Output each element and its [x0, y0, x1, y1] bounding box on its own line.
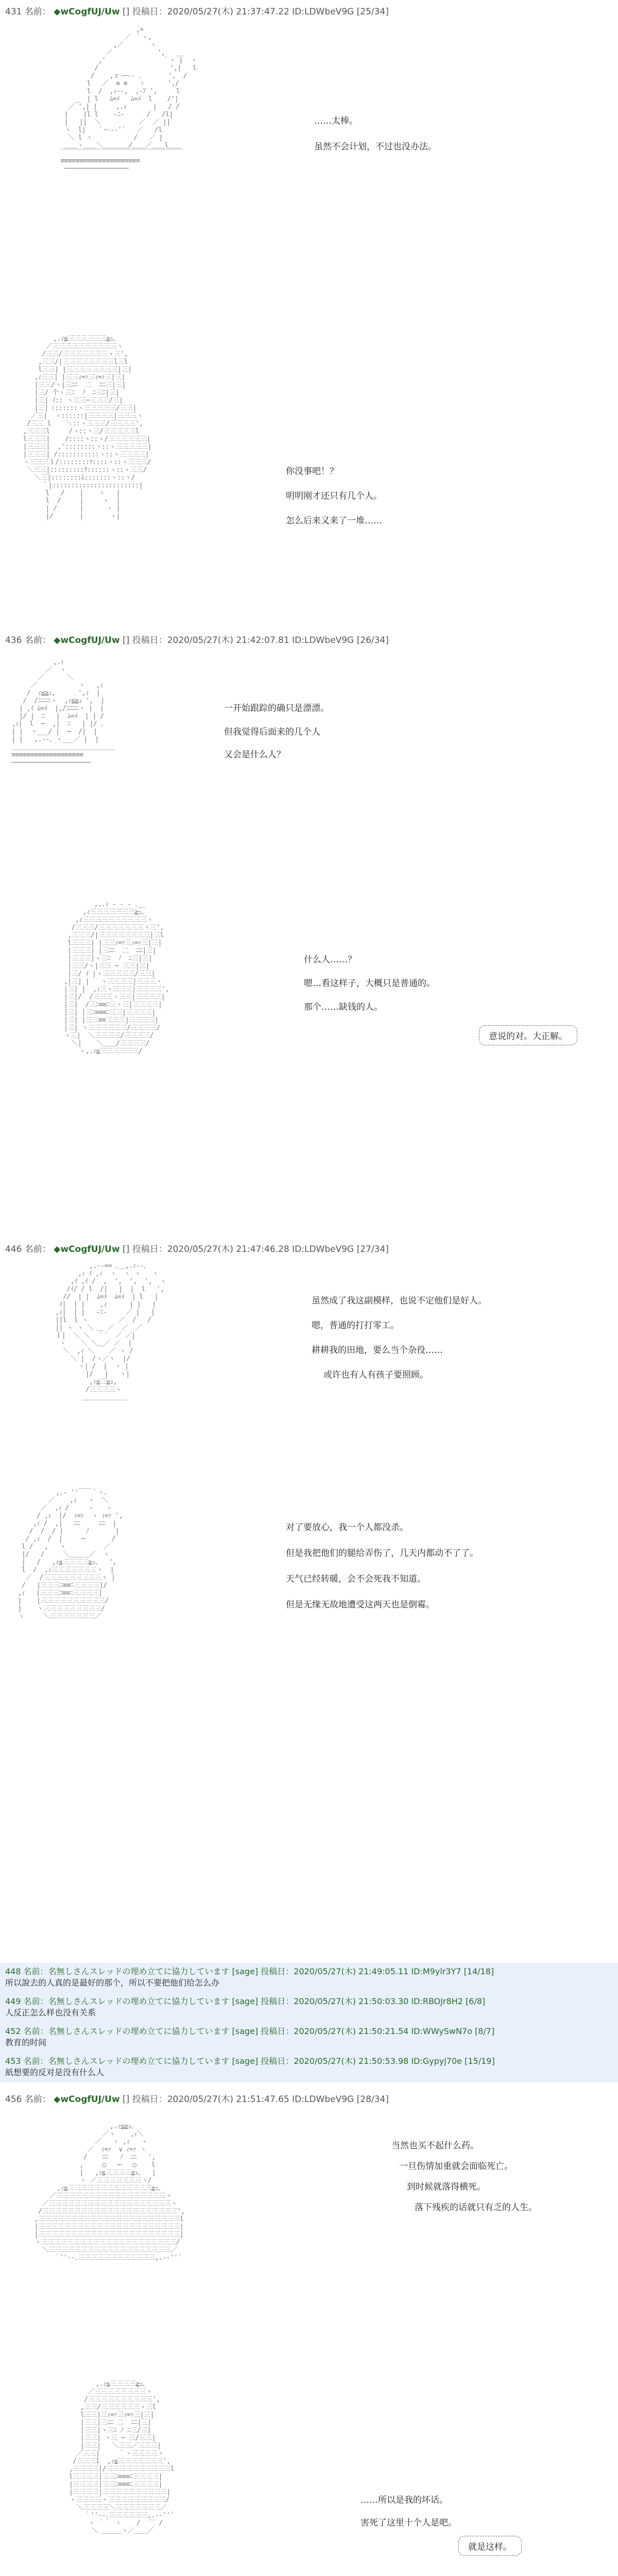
- ascii-art-hooded: ,> ／ ｀ヽ, ,／ ヽ ／ ', __ ,' ｀ヽ | ヽ / ',| l / ,ｒ‐─‐- ､ ', / l ／ ≡ ≡ ヽ ',/ l / ,ｨ‐-, ,‐ｱ ', l _ | l ﾑ=ﾒ ﾑ=ﾒ l /'| ／ ',| | ,.ｨ | / / | |l l ‐ﾆ‐ / /l| | || ＼ ／ ／ || ヽ l| ｀ｰ--‐'´ ／ /l ＼ l ヽ / ／ | ＿＿ヽ＿＿＼＿＿＿＿/＿＿／＿＿l＿＿ ￣￣￣￣￣￣￣￣￣￣￣￣￣￣￣￣￣￣￣ ≡≡≡≡≡≡≡≡≡≡≡≡≡≡≡≡≡≡≡≡≡ ─────────────────: [60, 26, 197, 173]
- name-label: 名前：: [24, 2094, 51, 2105]
- dialogue-line: 明明刚才还只有几个人。: [286, 491, 382, 501]
- reply-header[interactable]: 449 名前：名無しさんスレッドの埋め立てに協力しています [sage] 投稿日：2020/05/27(木) 21:50:03.30 ID:RBOJr8H2 [6/8]: [5, 1996, 486, 2006]
- poster-name: ◆wCogfUJ/Uw: [54, 1244, 120, 1255]
- post-number[interactable]: 431: [5, 7, 22, 17]
- dialogue-line: 虽然不会计划，不过也没办法。: [314, 142, 437, 152]
- post-meta: [] 投稿日：2020/05/27(木) 21:51:47.65 ID:LDWbeV9G [28/34]: [123, 2094, 389, 2105]
- ascii-art-hooded-group: ,.ｨ≦≧ｭ、 ／ヽ ,ｨ＼ ／ ヽ ,ｨ ヽ ／ ｨ=ｧ ∨ ｨ=ｧ ヽ / ﾆﾆ ﾉ ﾆﾆ ', , ○ ─ ○ l | ,ｨ≦三三三三≧ｭ、 | ヽ ／三三三三三三三ヽ/ ,ｨ≦三三三三三三三三三三三三三≧ｭ、 ／三三三三三三三三三三三三三三三三三ヽ ／三三三三三三三三三三三三三三三三三三三ヽ /三三三三三三三三三三三三三三三三三三三三三', ,三三三三三三三三三三三三三三三三三三三三三三l |三三三三三三三三三三三三三三三三三三三三三三| |三三三三三三三三三三三三三三三三三三三三三三| ヽ三三三三三三三三三三三三三三三三三三三三三/ ＼三三三三三三三三三三三三三三三三三三三／ ｀''‐-､三三三三三三三三三三三三,.-‐''´: [34, 2123, 185, 2262]
- reply: [5, 2025, 495, 2047]
- reply: [5, 2055, 495, 2077]
- reply: [5, 1995, 486, 2018]
- post-header: [5, 4, 389, 17]
- poster-name: ◆wCogfUJ/Uw: [54, 635, 120, 646]
- ascii-art-group: ,.-‐== ､＿,.ｨ‐-、 ,ｨ ｲ ,ｨ ヽ ヽ ヽ ヽ ,ｲ ,ｲ / , ', ', ', ヽ /ｲ/ / l /| | | l ', // | | ﾑ=ﾒ ﾑ=ﾒ | l | ｲ| | | ,ｨ | | | ,ｨ| | | ‐ﾆ‐ ／ | | ||l l ヽ ／ / / || ヽ ヽ ＼ ＿ ／ ／ ／ ｌ| ＼ ＼ ｀´ ／ ／| ヽ ＼ ＼＿／ ／ | ＼ ,ｨ ＼ ／ ヽ / ＼ | /ヽ／ヽ |/ ヽ| / | ヽ | |/ | ヽ| ,ｨ≦三≧ｭ, /三三三三ヽ ＿＿＿＿＿＿＿: [55, 1262, 166, 1401]
- dialogue-line: 一旦伤情加重就会面临死亡。: [399, 2161, 513, 2172]
- name-label: 名前：: [24, 7, 51, 17]
- name-label: 名前：: [24, 1244, 51, 1255]
- dialogue-line: 什么人……？: [304, 955, 356, 965]
- dialogue-line: ……太棒。: [314, 116, 358, 126]
- ascii-art-character: ,.‐ ''￣￣｀ヽ､ ／ ,ｨ ヽ ＼ ／ ,ｨ / ヽ ヽ / ,ｨ |/ ｨ=ｧ ヽ ｨ=ｧ ', ,ｨ / ,| ﾆﾆ ﾆﾆ | / / / | ﾉ | / ,ｨ / | ─ / l / , ヽ ／ |/ / ＼＿＿＿／ ヽ | / ,ｨ≦三三三三≧ｭ、 ', l / ,ｨ三三三三三三三ヽ | ／ /三三三三三三三三三ヽ | / |三三三ﾆ≡≡ﾆ三三三三|/ ,ｨ |三三三ﾆ≡≡ﾆ三三三三| | |三三三三三三三三三三/ | ヽ三三三三三三三三三/ ヽ ＼三三三三三三三／: [18, 1489, 123, 1620]
- reply-header[interactable]: 453 名前：名無しさんスレッドの埋め立てに協力しています [sage] 投稿日：2020/05/27(木) 21:50:53.98 ID:Gypyj70e [15/19]: [5, 2056, 495, 2066]
- post-header: [5, 633, 389, 646]
- dialogue-line: 但是无缘无故地遭受这两天也是倒霉。: [286, 1600, 435, 1610]
- dialogue-line: 耕耕我的田地，要么当个杂役……: [312, 1345, 443, 1355]
- ascii-art-hooded: ,.ｨ ／ ヽ ／ ＼ ／ ヽ ,ｨ / ｨ≦≧ｭ, ',ｨ | / /ﾆﾆﾆﾆヽ ,ｨ≦≧ｭ ', | | ,ｲ ﾑ=ﾒ |,/ﾆﾆﾆﾆヽ | | |/ | ﾆ | ﾑ=ﾒ | | / ,ｨ| l ─ ,| ﾆ | |/ 、 | | ヽ___/ | ─ /| | | | ,.-‐、ヽ___／ | | ＿＿＿＿＿＿＿＿＿＿＿＿＿＿＿＿ ≡≡≡≡≡≡≡≡≡≡≡≡≡≡≡≡≡≡≡ ─────────────────────: [11, 658, 115, 767]
- ascii-art-character: ,.ｨ≦三三三三三三≧ｭ、 ／三三三三三三三三三三ヽ /三三/三三三三三三三ヽ三', ,三三/|三三三三三三三三l三l l三三| |三三三三三三三三|三| ,ｨ三三| |三三ｨ=ｧ三ｨ=ｧ三|三| |三三/ヽ|三ﾆﾆ 二 ﾆﾆ三|三| |三/ 个ヽ三ﾆ ﾉ ﾆ三ﾆ|三| |三| ｲ:: ヽ三三─三三三/三| |三|〈::::::ヽ三三三三三/三三| ／三| ヽ::::::|三三三三|三三三ヽ /三三 l ＼::ヽ三三三/三三三三', ,三三三l /ヽ::ヽ三/三三三三三l l三三三| /::::ヽ::ヽ/三三三三三三| |三三三| ,'::::::::ヽ::ヽ三三三三三| |三三三| /:::::::::::ヽ::ヽ三三三三| ヽ三三三ｌ/::::::::ﾏ::::ヽ::ヽ三三三/ ＼三三|:::::::::ｸ::::::ヽ::ヽ三三/ ＼三|::::::::ﾑ:::::::ヽ::ヽ/ ｀|:::::::::::::::::::::::| l / | ヽ | l / | ヽ | | / | ヽ | |/ | ヽ|: [23, 335, 152, 520]
- reply-body: 教育的时间: [5, 2038, 47, 2047]
- post-header: [5, 1242, 389, 1255]
- reply-header[interactable]: 448 名前：名無しさんスレッドの埋め立てに協力しています [sage] 投稿日：2020/05/27(木) 21:49:05.11 ID:M9ylr3Y7 [14/18]: [5, 1967, 494, 1976]
- ascii-art-character: ,.ｨ≦三三三三≧ｭ、 ／三三三三三三三三ヽ /三三三三三三三三三三', ,三三/三三三三三三ヽ三l l三三|三ｨ=ｧ三ｨ=ｧ三|三| |三三|三ﾆﾆ 二 ﾆﾆ|三| |三三|ヽ三ﾆ ﾉ ﾆ三/三| |三三| ヽ三 ─ 三/三三| |三三| ＼三三／三三三| ／三三| ｀ヽ三三三三ヽ /三三三l ,ｨ≦三三三三三三三', ,三三三三|/三三三三三三三三三三l l三三三三|三三ﾆ≡≡≡ﾆ三三三三| |三三三三|三三ﾆ≡≡≡ﾆ三三三三| |三三三三|三三三三三三三三三三| ヽ三三三三ヽ三三三三三三三三三/ ＼三三三三＼三三三三三三三／ ｀''‐-､三三三三三三,.-‐''´ ヽ ｀｀ ヽ / ´´ / ＼ ＿＿＿ヽ／＿＿／: [68, 2380, 175, 2535]
- dialogue-line: 但我觉得后面来的几个人: [224, 727, 320, 737]
- post-number[interactable]: 446: [5, 1244, 22, 1255]
- dialogue-line: 或许也有人有孩子要照顾。: [323, 1370, 428, 1380]
- dialogue-line: 落下残疾的话就只有乏的人生。: [415, 2202, 537, 2213]
- reply-header[interactable]: 452 名前：名無しさんスレッドの埋め立てに協力しています [sage] 投稿日：2020/05/27(木) 21:50:21.54 ID:WWySwN7o [8/7]: [5, 2026, 495, 2036]
- post-meta: [] 投稿日：2020/05/27(木) 21:42:07.81 ID:LDWbeV9G [26/34]: [123, 635, 389, 646]
- poster-name: ◆wCogfUJ/Uw: [54, 7, 120, 17]
- dialogue-line: 那个……缺钱的人。: [304, 1002, 383, 1012]
- dialogue-line: 对了要放心，我一个人都没杀。: [286, 1522, 408, 1533]
- speech-bubble: 就是这样。: [458, 2536, 522, 2556]
- replies-section: [0, 1963, 618, 2082]
- poster-name: ◆wCogfUJ/Uw: [54, 2094, 120, 2105]
- dialogue-line: 害死了这里十个人是吧。: [360, 2518, 457, 2528]
- reply: [5, 1965, 494, 1988]
- name-label: 名前：: [24, 635, 51, 646]
- ascii-art-character: ,..ｨ ‐ ‐ - ､__ ,ｨ三三三三三三三≧ｭ、 ,ｨ三三三三三三三三三三ヽ /三三三/三三三三三三三ヽ三', ,三三三/|三三三三三三三三|三l l三三三| |三三ｨ=ｧ三ｨ=ｧ三|三| |三三三| |三ﾆﾆ 二 ﾆﾆ|三| |三三三|ヽ三ﾆ ﾉ ﾆ三|三| |三三/ヽ|三三 ─ 三三|三| |三/ ｲ |ヽ三三三三三/三三| ,|三| | ヽ三三三三|三三三ヽ |三| | ,ｨ三ヽ三三三|三三三三', |三|/ /三三三ヽ三三|三三三三| |三| /三ﾆ≡≡ﾆ三ヽ三|三三三三| |三| |三ﾆ≡≡≡ﾆ三三|三三三三| |三| |三三≡≡三三三|三三三三| |三| ヽ三三三三三三/三三三三/ ヽ三| ＼三三三三/三三三三/ ＼| ＼＿＿/三三三三/ ヽ,.ｨ≦三三三三三三/: [63, 901, 169, 1055]
- post-number[interactable]: 456: [5, 2094, 22, 2105]
- dialogue-line: 嗯，普通的打打零工。: [312, 1320, 399, 1331]
- reply-body: 紙想要的反对是没有什么人: [5, 2067, 105, 2077]
- reply-body: 所以說去的人真的是最好的那个，所以不要把他们给怎么办: [5, 1978, 220, 1988]
- dialogue-line: 一开始跟踪的确只是漂漂。: [224, 703, 329, 714]
- dialogue-line: 怎么后来又来了一堆……: [286, 516, 382, 526]
- dialogue-line: 又会是什么人？: [224, 750, 285, 760]
- reply-body: 人反正怎么样也没有关系: [5, 2008, 96, 2018]
- dialogue-line: 虽然成了我这副模样，也说不定他们是好人。: [312, 1296, 487, 1306]
- dialogue-line: 当然也买不起什么药。: [391, 2141, 479, 2151]
- speech-bubble: 意说的对。大正解。: [479, 1025, 577, 1045]
- post-number[interactable]: 436: [5, 635, 22, 646]
- post-meta: [] 投稿日：2020/05/27(木) 21:47:46.28 ID:LDWbeV9G [27/34]: [123, 1244, 389, 1255]
- dialogue-line: ……所以是我的坏话。: [360, 2495, 448, 2505]
- dialogue-line: 到时候就落得横死。: [407, 2182, 486, 2192]
- post-header: [5, 2092, 389, 2105]
- dialogue-line: 天气已经转暖，会不会死我不知道。: [286, 1574, 426, 1584]
- dialogue-line: 但是我把他们的腿给弄伤了，几天内都动不了了。: [286, 1548, 478, 1558]
- dialogue-line: 嗯…看这样子，大概只是普通的。: [304, 978, 435, 989]
- post-meta: [] 投稿日：2020/05/27(木) 21:37:47.22 ID:LDWbeV9G [25/34]: [123, 7, 389, 17]
- dialogue-line: 你没事吧！？: [286, 466, 338, 477]
